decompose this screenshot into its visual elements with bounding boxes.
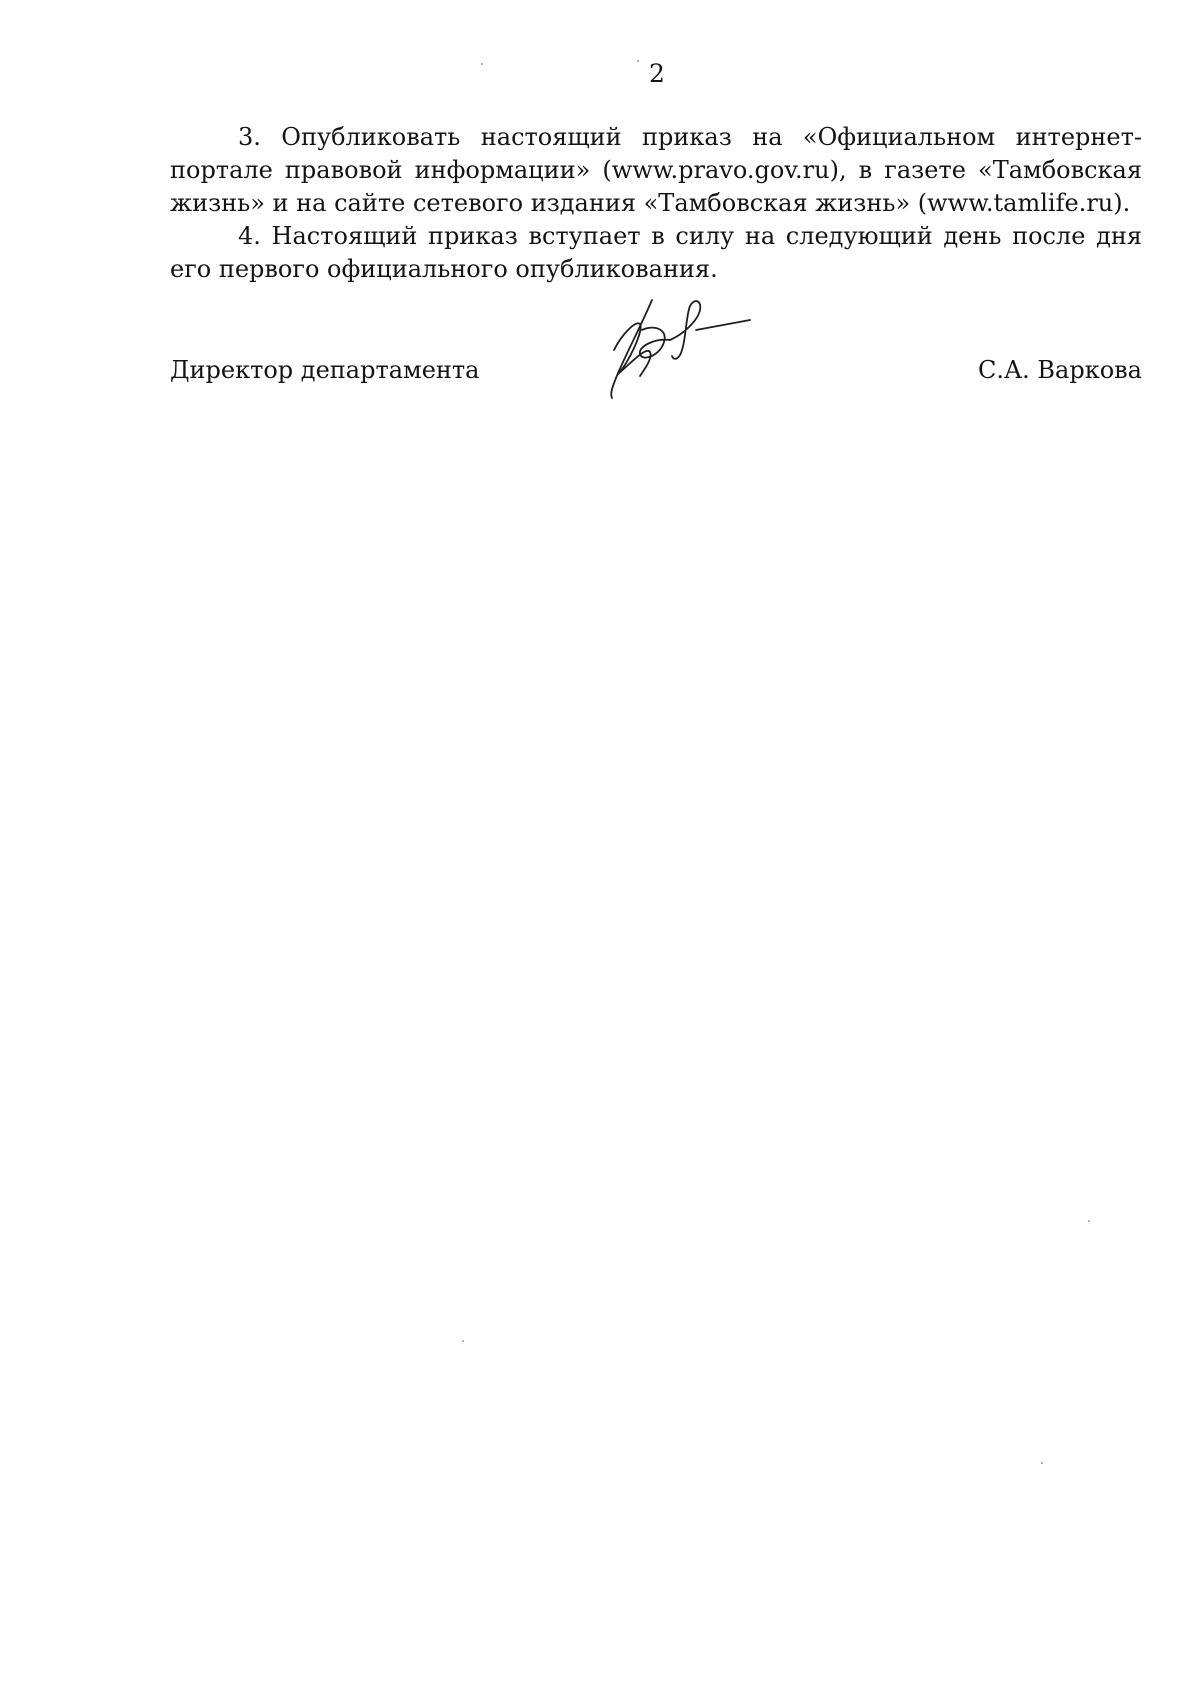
paragraph-3: 3. Опубликовать настоящий приказ на «Официальном интернет-портале правовой информации» (www.pravo.gov.ru), в газете «Тамбовская жизнь» и на сайте сетевого издания «Тамбовская жизнь» (www.tamlife.ru). xyxy=(170,123,1142,217)
paragraph-4: 4. Настоящий приказ вступает в силу на следующий день после дня его первого официального опубликования. xyxy=(170,222,1142,283)
signer-title: Директор департамента xyxy=(170,356,480,384)
handwritten-signature xyxy=(600,290,790,405)
signer-name: С.А. Варкова xyxy=(977,356,1142,384)
page-number: 2 xyxy=(649,59,665,88)
document-body xyxy=(170,121,1142,286)
